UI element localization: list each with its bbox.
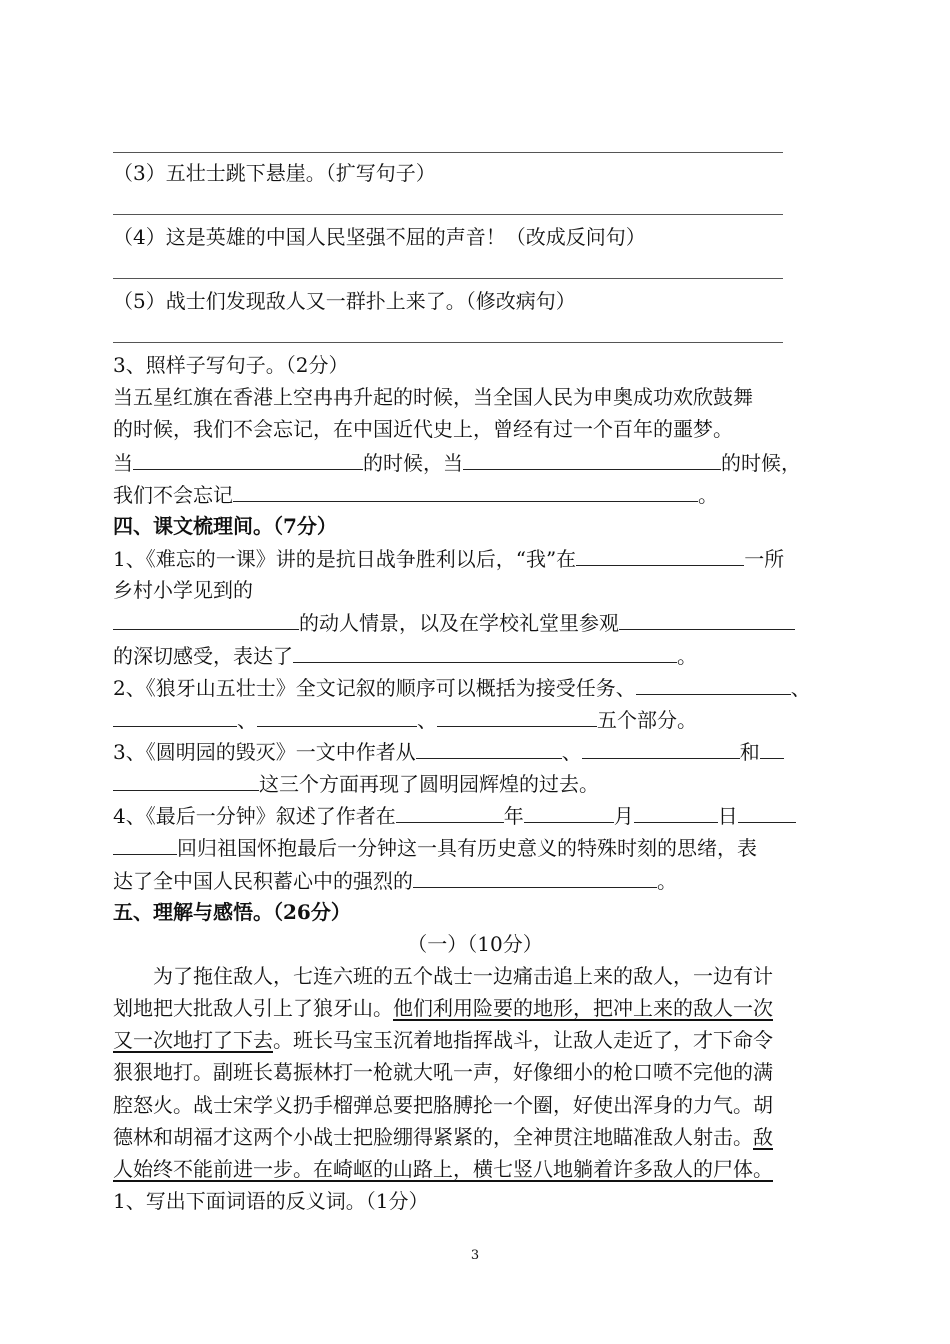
- q-text: 一所: [744, 547, 785, 571]
- q-text: 这三个方面再现了圆明园辉煌的过去。: [259, 772, 599, 796]
- q-text: 、: [790, 676, 811, 700]
- answer-line[interactable]: [113, 152, 783, 153]
- fill-text: 的时候，: [721, 451, 801, 475]
- sec5-question-1: 1、写出下面词语的反义词。（1分）: [113, 1189, 429, 1213]
- q-text: 的动人情景，以及在学校礼堂里参观: [299, 611, 619, 635]
- q-text: 和: [739, 740, 760, 764]
- question-4: （4）这是英雄的中国人民坚强不屈的声音！（改成反问句）: [113, 225, 646, 249]
- blank[interactable]: [416, 736, 562, 759]
- example-line-2: 的时候，我们不会忘记，在中国近代史上，曾经有过一个百年的噩梦。: [113, 417, 733, 441]
- underlined-sentence: 他们利用险要的地形，把冲上来的敌人一次: [393, 996, 773, 1020]
- blank[interactable]: [582, 736, 740, 759]
- q-text: 、: [561, 740, 582, 764]
- sec4-q1-line1: [113, 543, 784, 574]
- fill-text: 我们不会忘记: [113, 483, 233, 507]
- section-5-heading: 五、理解与感悟。（26分）: [113, 900, 351, 924]
- sec4-q1-line3: [113, 607, 795, 638]
- example-line-1: 当五星红旗在香港上空冉冉升起的时候，当全国人民为申奥成功欢欣鼓舞: [113, 385, 753, 409]
- sec4-q4-line2: [113, 832, 757, 863]
- fill-text: 的时候，当: [363, 451, 463, 475]
- fill-text: 。: [698, 483, 718, 507]
- blank[interactable]: [524, 800, 614, 823]
- sec4-q3-line1: [113, 736, 784, 767]
- underlined-sentence: 又一次地打了下去: [113, 1028, 273, 1052]
- blank[interactable]: [233, 479, 698, 502]
- sec4-q2-line1: [113, 672, 811, 703]
- passage-line-3: [113, 1025, 773, 1055]
- page-number: 3: [470, 1248, 480, 1263]
- blank[interactable]: [636, 672, 791, 695]
- blank[interactable]: [113, 768, 259, 791]
- fill-text: 当: [113, 451, 133, 475]
- blank[interactable]: [133, 447, 363, 470]
- blank[interactable]: [396, 800, 504, 823]
- blank[interactable]: [413, 865, 657, 888]
- q-text: 4、《最后一分钟》叙述了作者在: [113, 804, 396, 828]
- q-text: 。: [677, 644, 697, 668]
- blank[interactable]: [738, 800, 796, 823]
- blank[interactable]: [113, 832, 177, 855]
- blank[interactable]: [437, 704, 597, 727]
- sec4-q1-line4: [113, 640, 697, 671]
- passage-subheading: （一）（10分）: [407, 932, 543, 956]
- fill-line-1: [113, 447, 801, 478]
- blank[interactable]: [463, 447, 721, 470]
- q-text: 。: [657, 869, 677, 893]
- passage-line-5: 腔怒火。战士宋学义扔手榴弹总要把胳膊抡一个圈，好使出浑身的力气。胡: [113, 1093, 773, 1117]
- passage-line-1: 为了拖住敌人，七连六班的五个战士一边痛击追上来的敌人，一边有计: [153, 964, 773, 988]
- q-text: 年: [503, 804, 524, 828]
- q-text: 回归祖国怀抱最后一分钟这一具有历史意义的特殊时刻的思绪，表: [177, 836, 757, 860]
- q-text: 1、《难忘的一课》讲的是抗日战争胜利以后，“我”在: [113, 547, 577, 571]
- blank[interactable]: [634, 800, 718, 823]
- answer-line[interactable]: [113, 342, 783, 343]
- passage-text: 划地把大批敌人引上了狼牙山。: [113, 996, 393, 1020]
- blank[interactable]: [257, 704, 417, 727]
- answer-line[interactable]: [113, 214, 783, 215]
- passage-line-4: 狠狠地打。副班长葛振林打一枪就大吼一声，好像细小的枪口喷不完他的满: [113, 1060, 773, 1084]
- sec4-q4-line3: [113, 865, 677, 896]
- blank[interactable]: [113, 607, 299, 630]
- blank[interactable]: [576, 543, 744, 566]
- q-text: 达了全中国人民积蓄心中的强烈的: [113, 869, 413, 893]
- passage-line-7: 人始终不能前进一步。在崎岖的山路上，横七竖八地躺着许多敌人的尸体。: [113, 1157, 773, 1181]
- sec4-q2-line2: [113, 704, 697, 735]
- q-text: 月: [613, 804, 634, 828]
- q-text: 日: [717, 804, 738, 828]
- q-text: 3、《圆明园的毁灭》一文中作者从: [113, 740, 416, 764]
- q-text: 2、《狼牙山五壮士》全文记叙的顺序可以概括为接受任务、: [113, 676, 636, 700]
- blank[interactable]: [293, 640, 677, 663]
- sec4-q1-line2: 乡村小学见到的: [113, 578, 253, 602]
- passage-line-6: [113, 1122, 773, 1152]
- question-5: （5）战士们发现敌人又一群扑上来了。（修改病句）: [113, 289, 576, 313]
- passage-line-2: [113, 993, 773, 1023]
- sec4-q4-line1: [113, 800, 796, 831]
- item-3-title: 3、照样子写句子。（2分）: [113, 353, 349, 377]
- blank[interactable]: [619, 607, 795, 630]
- passage-text: 德林和胡福才这两个小战士把脸绷得紧紧的，全神贯注地瞄准敌人射击。: [113, 1125, 753, 1149]
- q-text: 五个部分。: [597, 708, 697, 732]
- underlined-sentence: 敌: [753, 1125, 773, 1149]
- q-text: 的深切感受，表达了: [113, 644, 293, 668]
- answer-line[interactable]: [113, 278, 783, 279]
- q-text: 、: [417, 708, 437, 732]
- q-text: 、: [237, 708, 257, 732]
- blank[interactable]: [113, 704, 237, 727]
- section-4-heading: 四、课文梳理间。（7分）: [113, 514, 337, 538]
- passage-text: 。班长马宝玉沉着地指挥战斗，让敌人走近了，才下命令: [273, 1028, 773, 1052]
- question-3: （3）五壮士跳下悬崖。（扩写句子）: [113, 161, 436, 185]
- sec4-q3-line2: [113, 768, 599, 799]
- fill-line-2: [113, 479, 718, 510]
- blank[interactable]: [760, 736, 784, 759]
